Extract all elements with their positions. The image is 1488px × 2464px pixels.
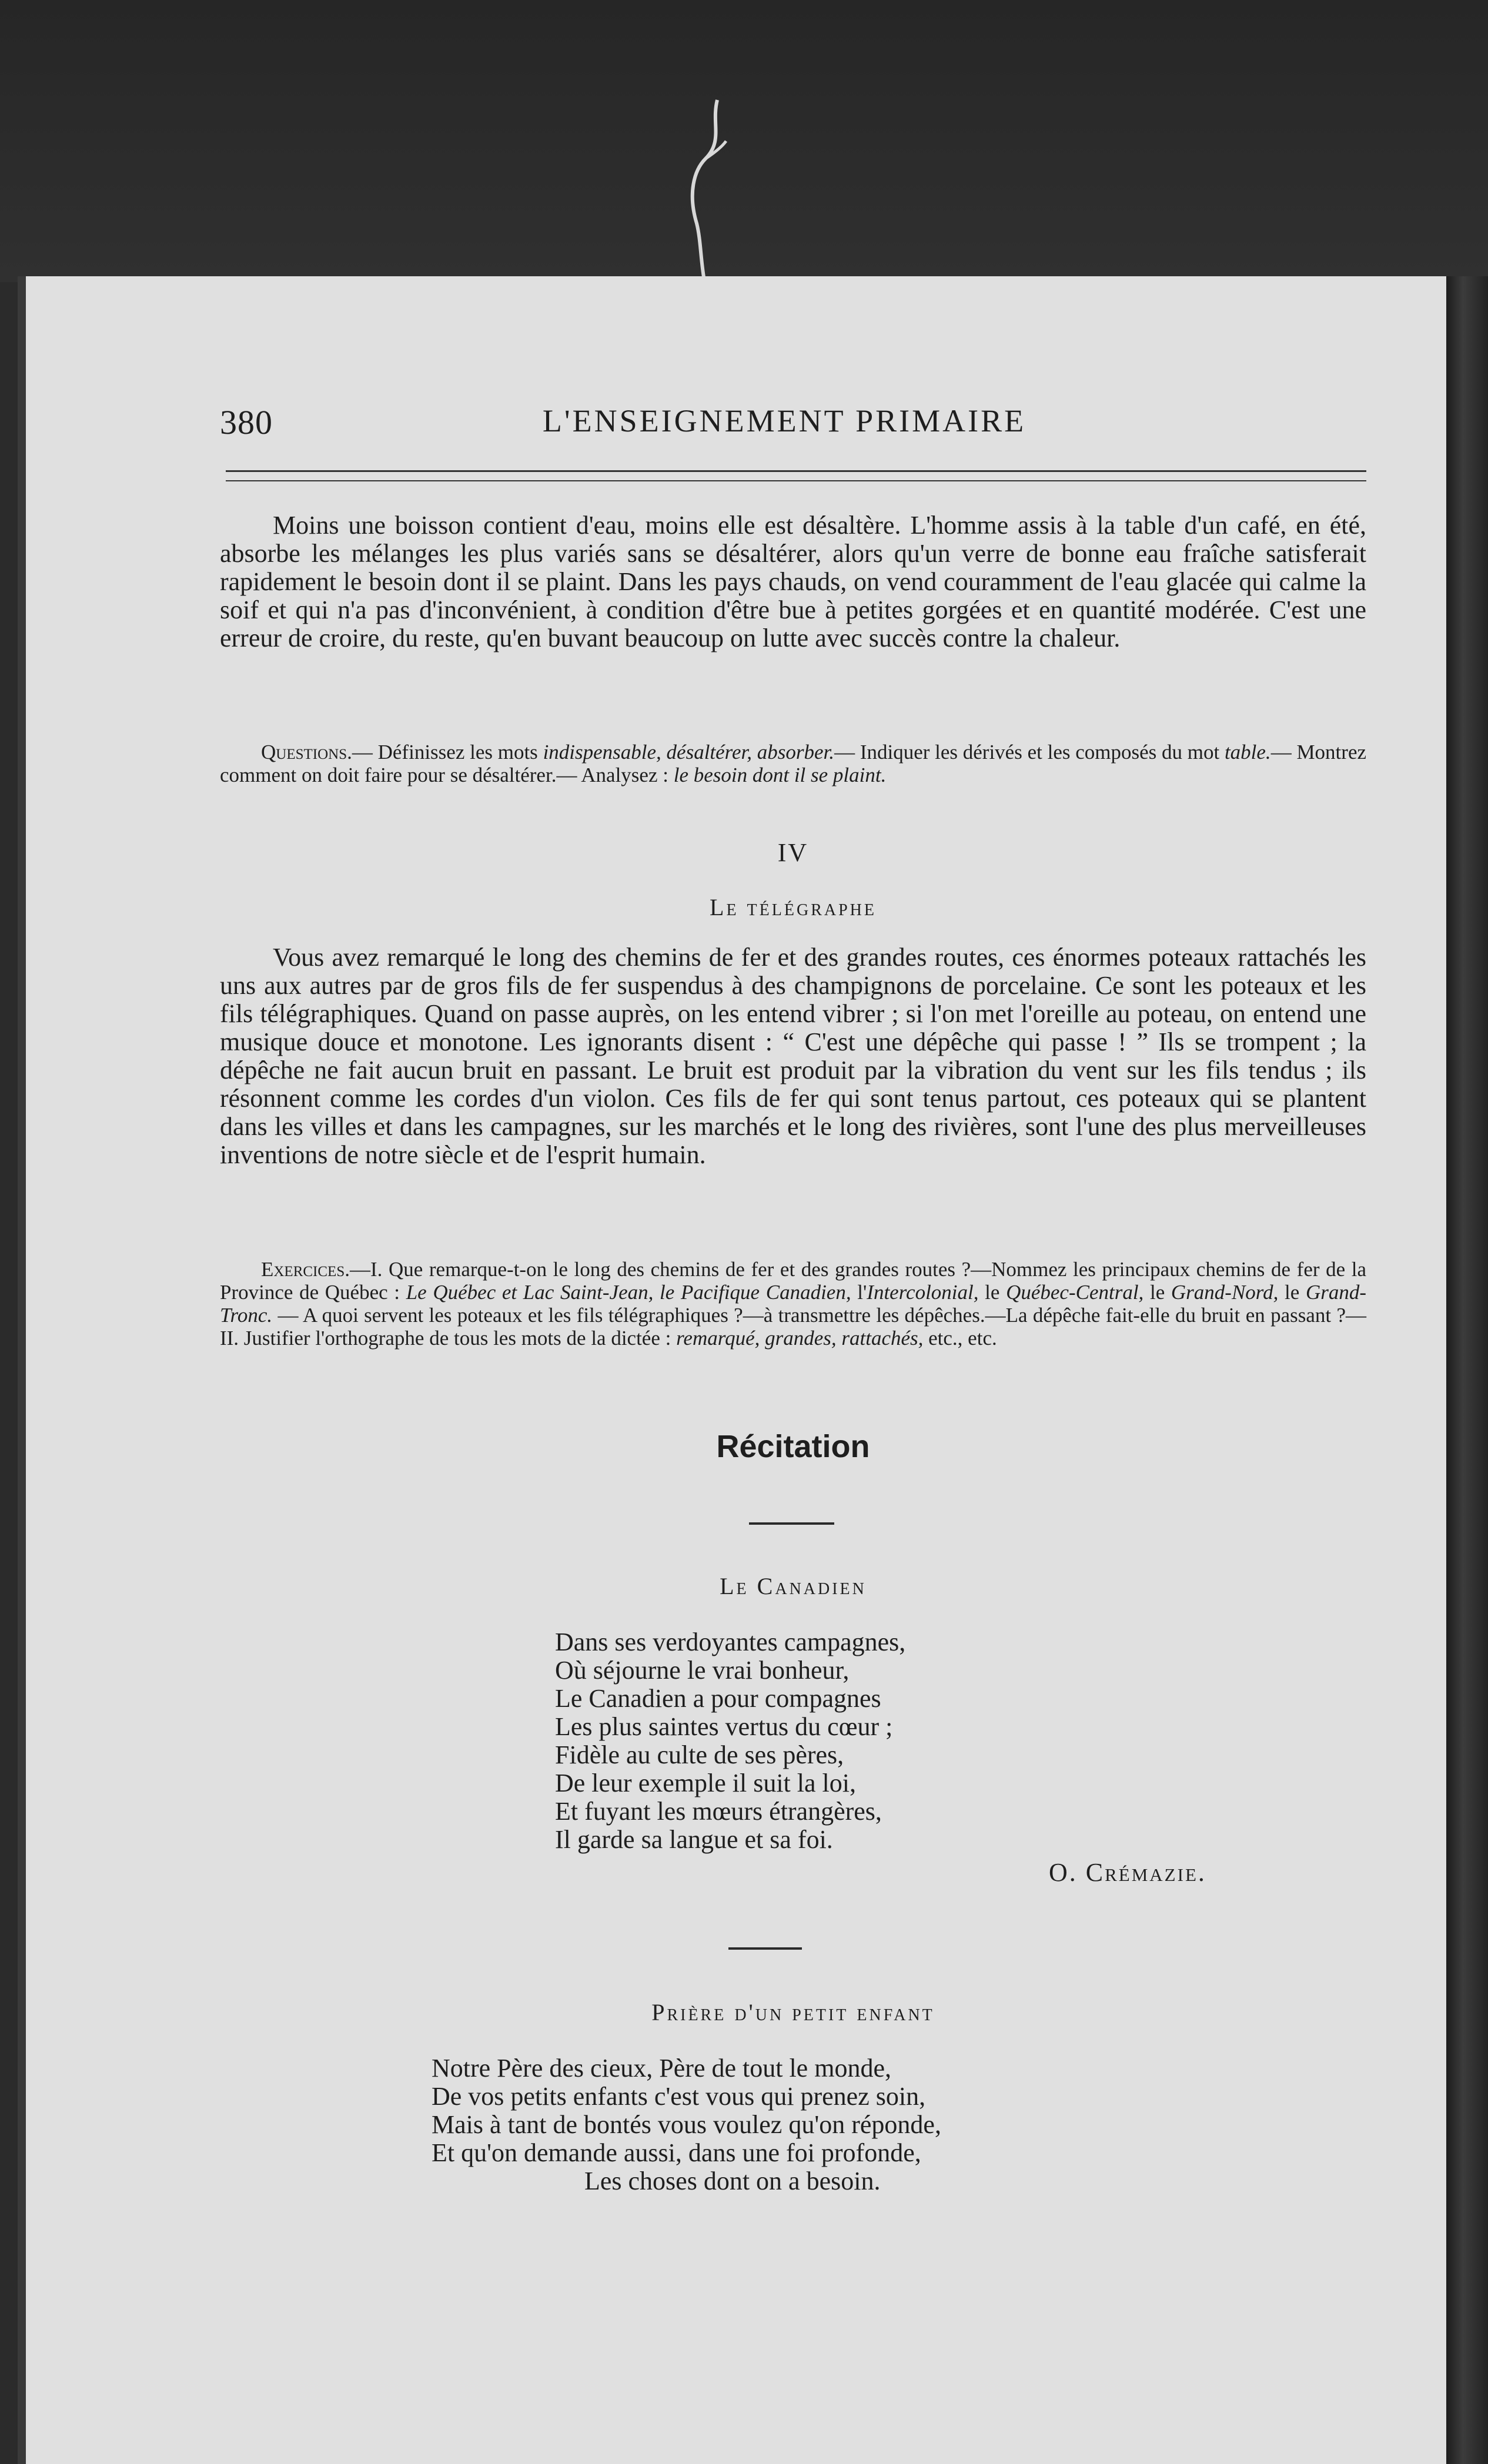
poem-line: Les plus saintes vertus du cœur ;: [555, 1712, 893, 1741]
poem-line: Mais à tant de bontés vous voulez qu'on réponde,: [432, 2110, 941, 2139]
railway-name: Grand-Nord,: [1171, 1281, 1279, 1304]
exercices-part: —I. Que remarque-t-on le long des chemins de fer et des grandes routes ?—Nommez les principaux chemins de fer de la Province de Québec :: [220, 1258, 1366, 1304]
exercices-part: le: [978, 1281, 1007, 1304]
exercices-part: le: [1278, 1281, 1306, 1304]
questions-part: — Définissez les mots: [352, 741, 543, 764]
header-rule: [226, 470, 1366, 481]
section-title: Le télégraphe: [710, 894, 877, 920]
section-rule: [728, 1947, 802, 1950]
poem-line: Les choses dont on a besoin.: [584, 2167, 881, 2195]
book-page: [18, 276, 1446, 2464]
poem-line: De vos petits enfants c'est vous qui prenez soin,: [432, 2082, 926, 2111]
paragraph-text: Vous avez remarqué le long des chemins de fer et des grandes routes, ces énormes poteaux rattachés les uns aux autres par de gros fils de fer suspendus à des champignons de porcelaine. Ce sont les poteaux et les fils télégraphiques. Quand on passe auprès, on les entend vibrer ; si l'on met l'oreille au poteau, on entend une musique douce et monotone. Les ignorants disent : “ C'est une dépêche qui passe ! ” Ils se trompent ; la dépêche ne fait aucun bruit en passant. Le bruit est produit par la vibration du vent sur les fils tendus ; ils résonnent comme les cordes d'un violon. Ces fils de fer qui sont tenus partout, ces poteaux qui se plantent dans les villes et dans les campagnes, sur les marchés et le long des rivières, sont l'une des plus merveilleuses inventions de notre siècle et de l'esprit humain.: [220, 943, 1366, 1169]
questions-word-table: table.: [1224, 741, 1271, 764]
railway-name: Intercolonial,: [867, 1281, 979, 1304]
book-edge-right: [1446, 276, 1488, 2464]
exercices-label: Exercices.: [261, 1258, 350, 1281]
paragraph-boisson: [220, 511, 1366, 652]
recitation-title: Récitation: [716, 1429, 870, 1464]
section-rule: [749, 1522, 834, 1525]
poem-author: O. Crémazie.: [1049, 1858, 1206, 1887]
railway-name: Québec-Central,: [1006, 1281, 1144, 1304]
questions-part: — Montrez comment on doit faire pour se désaltérer.— Analysez :: [220, 741, 1367, 786]
poem-line: Notre Père des cieux, Père de tout le monde,: [432, 2054, 891, 2083]
poem-canadien: [555, 1628, 905, 1854]
questions-part: — Indiquer les dérivés et les composés du mot: [834, 741, 1225, 764]
running-title: L'ENSEIGNEMENT PRIMAIRE: [542, 403, 1026, 438]
page-number: 380: [220, 403, 273, 441]
questions-block: [220, 741, 1366, 786]
railway-name: Le Québec et Lac Saint-Jean, le Pacifique Canadien,: [406, 1281, 851, 1304]
questions-phrase: le besoin dont il se plaint.: [673, 764, 887, 786]
poem-title-canadien: Le Canadien: [720, 1573, 867, 1599]
exercices-part: — A quoi servent les poteaux et les fils télégraphiques ?—à transmettre les dépêches.—La dépêche fait-elle du bruit en passant ?—II. Justifier l'orthographe de tous les mots de la dictée :: [220, 1304, 1366, 1350]
section-number: IV: [777, 838, 809, 867]
paragraph-telegraphe: [220, 943, 1366, 1169]
railway-name: Grand-Tronc.: [220, 1281, 1366, 1327]
poem-title-priere: Prière d'un petit enfant: [651, 1999, 935, 2026]
poem-line: Le Canadien a pour compagnes: [555, 1684, 881, 1713]
exercices-part: etc., etc.: [923, 1327, 997, 1350]
exercices-part: le: [1143, 1281, 1171, 1304]
exercices-text: [220, 1258, 1366, 1350]
exercices-part: l': [851, 1281, 867, 1304]
poem-priere: [432, 2054, 941, 2195]
poem-line: Où séjourne le vrai bonheur,: [555, 1656, 850, 1685]
questions-words: indispensable, désaltérer, absorber.: [543, 741, 835, 764]
questions-text: [220, 741, 1366, 786]
poem-line: Et fuyant les mœurs étrangères,: [555, 1797, 882, 1826]
exercices-block: [220, 1258, 1366, 1350]
poem-line: De leur exemple il suit la loi,: [555, 1769, 856, 1797]
questions-label: Questions.: [261, 741, 352, 764]
exercices-words: remarqué, grandes, rattachés,: [676, 1327, 924, 1350]
page-header: [202, 403, 1366, 450]
poem-line: Dans ses verdoyantes campagnes,: [555, 1628, 906, 1656]
paragraph-text: Moins une boisson contient d'eau, moins elle est désaltère. L'homme assis à la table d'un café, en été, absorbe les mélanges les plus variés sans se désaltérer, alors qu'un verre de bonne eau fraîche satisferait rapidement le besoin dont il se plaint. Dans les pays chauds, on vend couramment de l'eau glacée qui calme la soif et qui n'a pas d'inconvénient, à condition d'être bue à petites gorgées et en quantité modérée. C'est une erreur de croire, du reste, qu'en buvant beaucoup on lutte avec succès contre la chaleur.: [220, 511, 1366, 652]
poem-line: Et qu'on demande aussi, dans une foi profonde,: [432, 2138, 921, 2167]
poem-line: Il garde sa langue et sa foi.: [555, 1825, 833, 1854]
poem-line: Fidèle au culte de ses pères,: [555, 1740, 844, 1769]
scanner-background-top: [0, 0, 1488, 282]
